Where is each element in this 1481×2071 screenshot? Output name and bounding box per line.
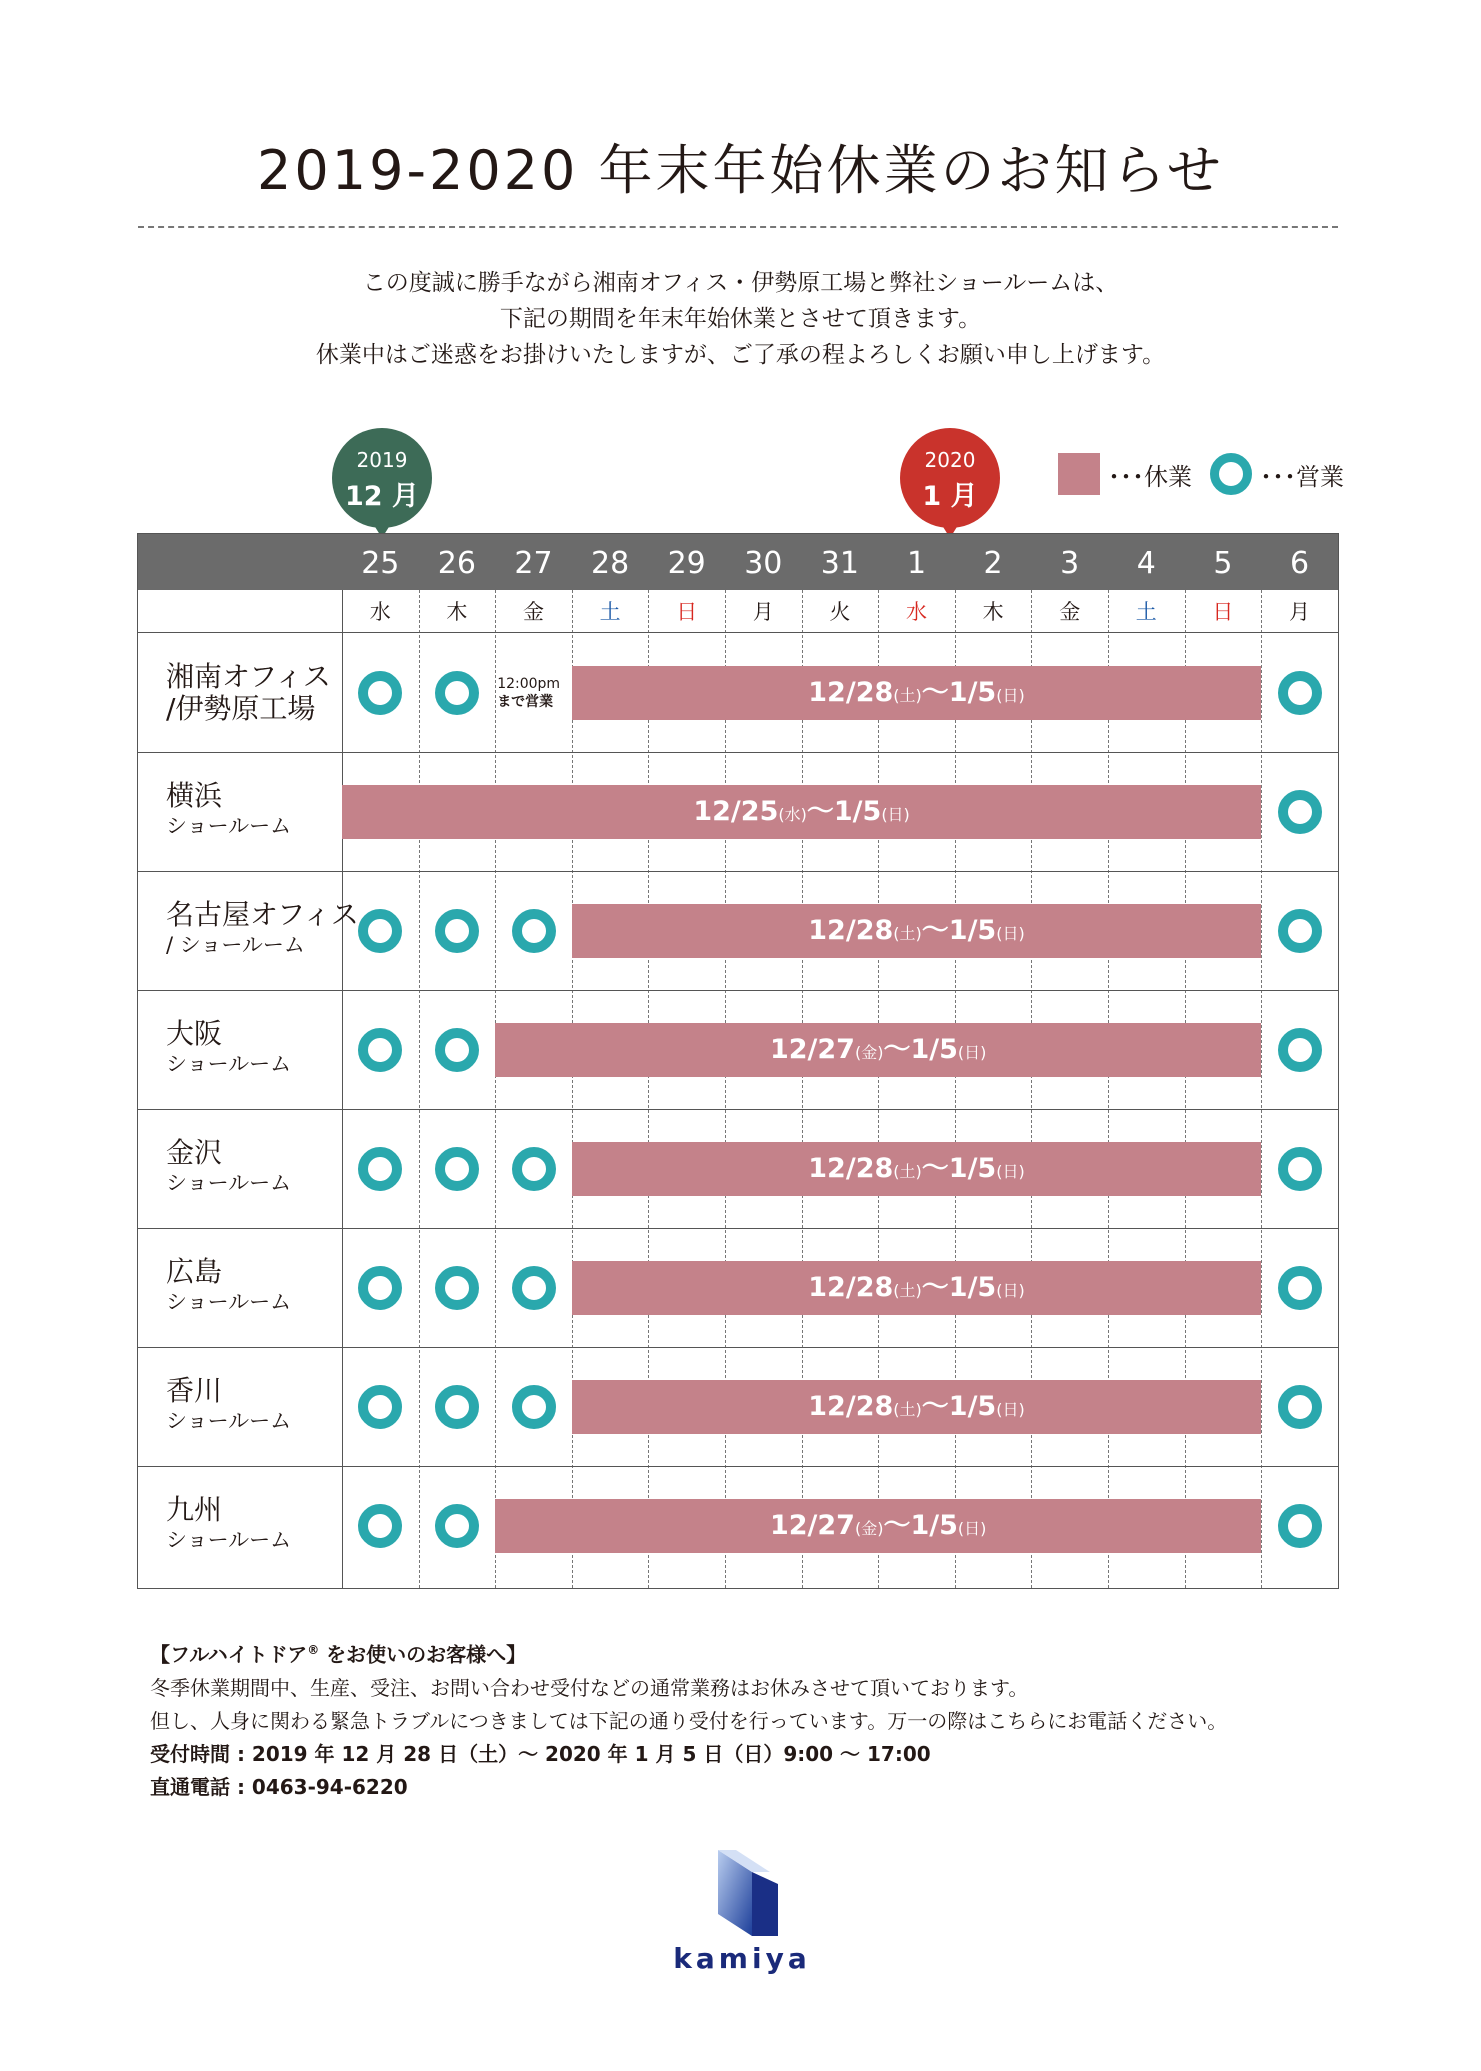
row-divider bbox=[138, 871, 1338, 872]
weekday-label: 日 bbox=[1212, 600, 1234, 624]
closed-period-bar bbox=[342, 785, 1261, 839]
closed-period-range-a: 12/27 bbox=[769, 1509, 855, 1541]
location-name: 大阪 bbox=[166, 1016, 223, 1050]
row-divider bbox=[138, 1228, 1338, 1229]
weekday-label: 火 bbox=[829, 600, 851, 624]
weekday-label: 木 bbox=[446, 600, 468, 624]
weekday-label: 金 bbox=[1059, 600, 1081, 624]
location-subtitle: ショールーム bbox=[166, 1051, 292, 1076]
column-divider bbox=[572, 590, 573, 1588]
day-number: 2 bbox=[983, 546, 1003, 581]
location-label bbox=[166, 1018, 291, 1078]
registered-mark: ® bbox=[307, 1643, 320, 1657]
closed-period-range-b: 〜1/5 bbox=[806, 795, 882, 827]
closed-period-paren-b: (日) bbox=[957, 1518, 987, 1538]
weekday-label: 土 bbox=[599, 600, 621, 624]
location-subtitle: ショールーム bbox=[166, 1408, 292, 1433]
closed-period-range-b: 〜1/5 bbox=[921, 1390, 997, 1422]
closed-period-paren-b: (日) bbox=[996, 1399, 1025, 1419]
closed-period-range-b: 〜1/5 bbox=[921, 676, 997, 708]
day-number: 27 bbox=[514, 546, 553, 581]
location-label bbox=[166, 661, 331, 725]
location-label bbox=[166, 780, 291, 840]
location-subtitle: ショールーム bbox=[166, 1527, 292, 1552]
location-label bbox=[166, 899, 359, 959]
weekday-label: 木 bbox=[982, 600, 1004, 624]
closed-period-range-a: 12/28 bbox=[808, 1152, 894, 1184]
open-day-icon bbox=[435, 1147, 479, 1191]
column-divider bbox=[878, 590, 879, 1588]
notice-line: 但し、人身に関わる緊急トラブルにつきましては下記の通り受付を行っています。万一の際はこちらにお電話ください。 bbox=[150, 1708, 1228, 1733]
location-subtitle: /伊勢原工場 bbox=[166, 691, 316, 725]
logo-mark-icon bbox=[702, 1850, 782, 1936]
closed-period-range-b: 〜1/5 bbox=[921, 1152, 997, 1184]
closed-period-paren-b: (日) bbox=[996, 1161, 1025, 1181]
open-day-icon bbox=[1278, 790, 1322, 834]
day-number: 1 bbox=[906, 546, 927, 581]
location-name: 広島 bbox=[166, 1254, 223, 1288]
closed-period-paren-a: (土) bbox=[893, 1399, 922, 1419]
day-number: 30 bbox=[744, 546, 783, 581]
schedule-table bbox=[137, 533, 1339, 1589]
company-logo bbox=[672, 1850, 812, 1975]
open-day-icon bbox=[358, 1147, 402, 1191]
weekday-label: 月 bbox=[1288, 600, 1310, 624]
direct-phone: 直通電話 : 0463-94-6220 bbox=[150, 1774, 408, 1799]
closed-period-paren-a: (土) bbox=[893, 1161, 922, 1181]
intro-line: 休業中はご迷惑をお掛けいたしますが、ご了承の程よろしくお願い申し上げます。 bbox=[315, 342, 1166, 368]
closed-period-bar bbox=[495, 1023, 1261, 1077]
location-label bbox=[166, 1137, 291, 1197]
notice-line: 冬季休業期間中、生産、受注、お問い合わせ受付などの通常業務はお休みさせて頂いております。 bbox=[150, 1675, 1029, 1700]
note-line: まで営業 bbox=[497, 693, 554, 710]
month-pin-january bbox=[900, 428, 1000, 528]
intro-line: この度誠に勝手ながら湘南オフィス・伊勢原工場と弊社ショールームは、 bbox=[362, 270, 1119, 296]
open-day-icon bbox=[1278, 1147, 1322, 1191]
closed-period-paren-a: (金) bbox=[854, 1518, 884, 1538]
pin-month: 1 月 bbox=[922, 481, 978, 512]
logo-wordmark: kamiya bbox=[673, 1942, 811, 1975]
open-day-icon bbox=[358, 1504, 402, 1548]
note-line: 12:00pm bbox=[497, 675, 561, 692]
closed-period-paren-a: (土) bbox=[893, 1280, 922, 1300]
weekday-label: 水 bbox=[905, 600, 927, 624]
closed-period-bar bbox=[572, 1380, 1261, 1434]
row-divider bbox=[138, 752, 1338, 753]
closed-period-range-a: 12/25 bbox=[693, 795, 779, 827]
column-divider bbox=[495, 590, 496, 1588]
closed-period-bar bbox=[572, 666, 1261, 720]
open-day-icon bbox=[512, 1385, 556, 1429]
day-number: 31 bbox=[820, 546, 859, 581]
closed-period-bar bbox=[572, 904, 1261, 958]
pin-month: 12 月 bbox=[345, 481, 419, 512]
open-day-icon bbox=[1278, 1504, 1322, 1548]
open-day-icon bbox=[435, 909, 479, 953]
location-subtitle: / ショールーム bbox=[166, 932, 305, 957]
closed-period-bar bbox=[572, 1142, 1261, 1196]
location-label bbox=[166, 1494, 291, 1554]
legend bbox=[1058, 452, 1344, 496]
notice-heading-text: 【フルハイトドア bbox=[150, 1642, 308, 1667]
location-name: 九州 bbox=[166, 1492, 223, 1526]
open-day-icon bbox=[358, 1266, 402, 1310]
open-day-icon bbox=[435, 1504, 479, 1548]
notice-block bbox=[150, 1634, 1227, 1804]
open-day-icon bbox=[435, 1385, 479, 1429]
open-day-icon bbox=[435, 1266, 479, 1310]
open-day-icon bbox=[435, 671, 479, 715]
open-day-icon bbox=[1278, 1266, 1322, 1310]
location-label bbox=[166, 1375, 291, 1435]
page-title: 2019-2020 年末年始休業のお知らせ bbox=[257, 139, 1224, 202]
day-number: 26 bbox=[437, 546, 476, 581]
open-day-icon bbox=[512, 909, 556, 953]
day-number: 29 bbox=[667, 546, 706, 581]
weekday-label: 土 bbox=[1135, 600, 1157, 624]
partial-day-note bbox=[497, 675, 560, 711]
weekday-label: 日 bbox=[676, 600, 698, 624]
day-number: 3 bbox=[1060, 546, 1080, 581]
closed-period-range-b: 〜1/5 bbox=[883, 1509, 958, 1541]
open-day-icon bbox=[358, 1028, 402, 1072]
open-day-icon bbox=[435, 1028, 479, 1072]
row-divider bbox=[138, 990, 1338, 991]
column-divider bbox=[802, 590, 803, 1588]
open-day-icon bbox=[512, 1266, 556, 1310]
notice-heading-tail: をお使いのお客様へ】 bbox=[319, 1642, 527, 1667]
closed-period-range-a: 12/28 bbox=[808, 1390, 894, 1422]
closed-swatch bbox=[1058, 453, 1100, 495]
weekday-label: 金 bbox=[522, 600, 544, 624]
closed-period-paren-b: (日) bbox=[996, 1280, 1025, 1300]
closed-period-range-a: 12/27 bbox=[769, 1033, 855, 1065]
location-name: 香川 bbox=[166, 1373, 223, 1407]
pin-year: 2020 bbox=[924, 448, 976, 472]
open-ring-icon bbox=[1210, 453, 1252, 495]
open-day-icon bbox=[1278, 671, 1322, 715]
location-name: 湘南オフィス bbox=[166, 659, 331, 693]
column-divider bbox=[725, 590, 726, 1588]
day-number: 4 bbox=[1136, 546, 1156, 581]
closed-period-range-b: 〜1/5 bbox=[921, 914, 997, 946]
day-number: 25 bbox=[361, 546, 400, 581]
month-pin-december bbox=[332, 428, 432, 528]
location-name: 名古屋オフィス bbox=[166, 897, 359, 931]
open-day-icon bbox=[358, 671, 402, 715]
closed-period-paren-b: (日) bbox=[881, 804, 910, 824]
closed-period-range-b: 〜1/5 bbox=[921, 1271, 997, 1303]
notice-heading bbox=[150, 1634, 1227, 1672]
column-divider bbox=[955, 590, 956, 1588]
column-divider bbox=[1261, 590, 1262, 1588]
closed-period-bar bbox=[572, 1261, 1261, 1315]
location-name: 金沢 bbox=[166, 1135, 223, 1169]
location-subtitle: ショールーム bbox=[166, 1289, 292, 1314]
open-day-icon bbox=[512, 1147, 556, 1191]
weekday-label: 水 bbox=[369, 600, 391, 624]
open-day-icon bbox=[1278, 1385, 1322, 1429]
reception-hours: 受付時間 : 2019 年 12 月 28 日（土）〜 2020 年 1 月 5 日（日）9:00 〜 17:00 bbox=[150, 1741, 931, 1766]
column-divider bbox=[1185, 590, 1186, 1588]
intro-text bbox=[0, 265, 1481, 373]
closed-period-range-a: 12/28 bbox=[808, 676, 894, 708]
closed-period-bar bbox=[495, 1499, 1261, 1553]
column-divider bbox=[1031, 590, 1032, 1588]
open-day-icon bbox=[358, 1385, 402, 1429]
column-divider bbox=[1108, 590, 1109, 1588]
row-divider bbox=[138, 1347, 1338, 1348]
intro-line: 下記の期間を年末年始休業とさせて頂きます。 bbox=[499, 306, 982, 332]
weekday-label: 月 bbox=[752, 600, 774, 624]
closed-period-paren-a: (水) bbox=[778, 804, 807, 824]
location-subtitle: ショールーム bbox=[166, 1170, 292, 1195]
legend-open-label: ･･･営業 bbox=[1260, 462, 1344, 491]
title-divider bbox=[138, 226, 1338, 228]
day-number: 6 bbox=[1289, 546, 1310, 581]
column-divider bbox=[342, 590, 343, 1588]
closed-period-range-a: 12/28 bbox=[808, 914, 894, 946]
day-number: 5 bbox=[1213, 546, 1233, 581]
open-day-icon bbox=[1278, 909, 1322, 953]
location-subtitle: ショールーム bbox=[166, 813, 292, 838]
legend-closed-label: ･･･休業 bbox=[1108, 462, 1192, 491]
closed-period-paren-b: (日) bbox=[996, 923, 1025, 943]
closed-period-range-b: 〜1/5 bbox=[883, 1033, 958, 1065]
closed-period-paren-a: (土) bbox=[893, 685, 922, 705]
location-name: 横浜 bbox=[166, 778, 223, 812]
closed-period-paren-b: (日) bbox=[996, 685, 1025, 705]
day-number: 28 bbox=[591, 546, 630, 581]
closed-period-paren-a: (金) bbox=[854, 1042, 884, 1062]
column-divider bbox=[648, 590, 649, 1588]
pin-year: 2019 bbox=[356, 448, 408, 472]
closed-period-range-a: 12/28 bbox=[808, 1271, 894, 1303]
row-divider bbox=[138, 1109, 1338, 1110]
open-day-icon bbox=[358, 909, 402, 953]
open-day-icon bbox=[1278, 1028, 1322, 1072]
location-label bbox=[166, 1256, 291, 1316]
closed-period-paren-b: (日) bbox=[957, 1042, 987, 1062]
column-divider bbox=[419, 590, 420, 1588]
closed-period-paren-a: (土) bbox=[893, 923, 922, 943]
row-divider bbox=[138, 1466, 1338, 1467]
